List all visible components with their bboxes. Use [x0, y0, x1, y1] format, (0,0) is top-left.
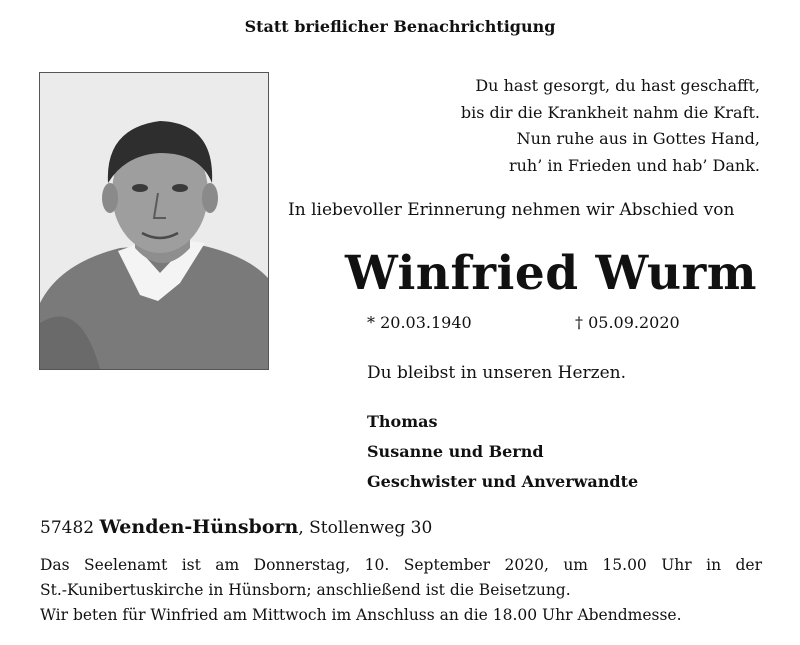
- address-line: [40, 516, 432, 538]
- service-info: [40, 553, 762, 628]
- address-city: Wenden-Hünsborn: [99, 516, 299, 538]
- birth-date: * 20.03.1940: [367, 313, 472, 332]
- intro-text: In liebevoller Erinnerung nehmen wir Abschied von: [288, 200, 735, 220]
- info-line: Das Seelenamt ist am Donnerstag, 10. September 2020, um 15.00 Uhr in der: [40, 556, 762, 574]
- mourner-name: Geschwister und Anverwandte: [367, 472, 639, 491]
- death-date: † 05.09.2020: [575, 313, 680, 332]
- memorial-poem: [461, 73, 760, 179]
- info-line: Wir beten für Winfried am Mittwoch im Anschluss an die 18.00 Uhr Abendmesse.: [40, 606, 682, 624]
- remembrance-line: Du bleibst in unseren Herzen.: [367, 363, 627, 383]
- address-street: , Stollenweg 30: [298, 518, 433, 538]
- poem-line: ruh’ in Frieden und hab’ Dank.: [508, 155, 760, 175]
- notice-header: Statt brieflicher Benachrichtigung: [244, 17, 556, 36]
- deceased-name: Winfried Wurm: [345, 246, 757, 301]
- poem-line: Du hast gesorgt, du hast geschafft,: [475, 76, 760, 95]
- mourners-list: [367, 407, 638, 497]
- mourner-name: Thomas: [367, 412, 438, 431]
- info-line: St.-Kunibertuskirche in Hünsborn; anschließend ist die Beisetzung.: [40, 581, 571, 599]
- poem-line: bis dir die Krankheit nahm die Kraft.: [460, 102, 760, 122]
- poem-line: Nun ruhe aus in Gottes Hand,: [516, 129, 760, 148]
- address-zip: 57482: [40, 518, 95, 538]
- mourner-name: Susanne und Bernd: [367, 442, 544, 461]
- portrait-photo: [39, 72, 269, 370]
